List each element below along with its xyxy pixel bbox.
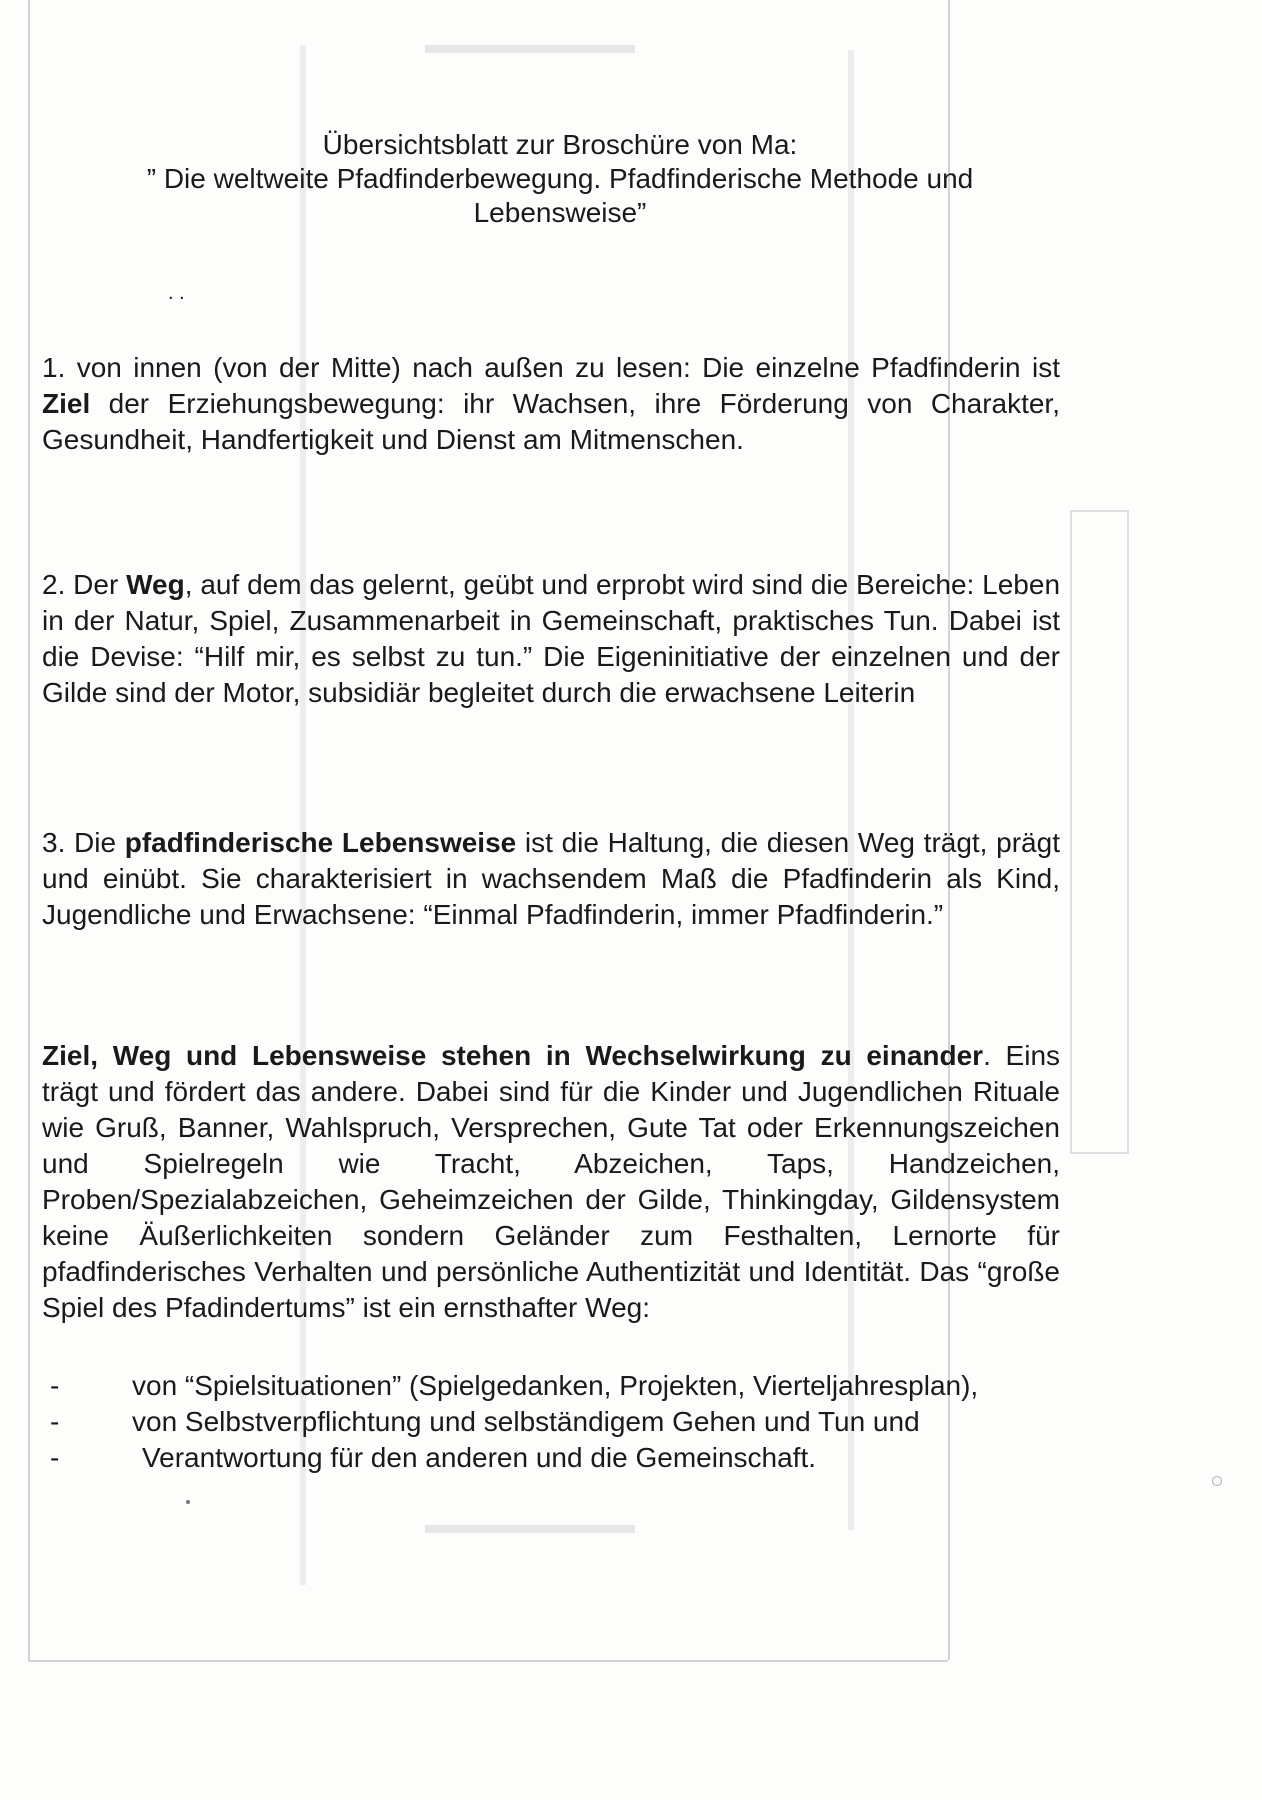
stray-mark xyxy=(1212,1476,1222,1486)
paragraph-text: . Eins trägt und fördert das andere. Dabei sind für die Kinder und Jugendlichen Rituale wie Gruß, Banner, Wahlspruch, Versprechen, Gute Tat oder Erkennungszeichen und Spielregeln wie Tracht, Abzeichen, Taps, Handzeichen, Proben/Spezialabzeichen, Geheimzeichen der Gilde, Thinkingday, Gildensystem keine Äußerlichkeiten sondern Geländer zum Festhalten, Lernorte für pfadfinderisches Verhalten und persönliche Authentizität und Identität. Das “große Spiel des Pfadindertums” ist ein ernsthafter Weg: xyxy=(42,1040,1061,1323)
paragraph-text: ist die Haltung, die diesen Weg trägt, prägt und einübt. Sie charakterisiert in wachsendem Maß die Pfadfinderin als Kind, Jugendliche und Erwachsene: “Einmal Pfadfinderin, immer Pfadfinderin.” xyxy=(42,827,1060,930)
bold-term-lebensweise: pfadfinderische Lebensweise xyxy=(124,827,517,858)
list-dash: - xyxy=(50,1406,60,1437)
title-line-1: Übersichtsblatt zur Broschüre von Ma: xyxy=(322,129,798,160)
list-item-text: von Selbstverpflichtung und selbständigem Gehen und Tun und xyxy=(132,1406,920,1437)
bold-heading-wechselwirkung: Ziel, Weg und Lebensweise stehen in Wechselwirkung zu einander xyxy=(42,1040,984,1071)
paragraph-wechselwirkung xyxy=(42,1038,1060,1326)
paragraph-text: , auf dem das gelernt, geübt und erprobt wird sind die Bereiche: Leben in der Natur, Spiel, Zusammenarbeit in Gemeinschaft, praktisches Tun. Dabei ist die Devise: “Hilf mir, es selbst zu tun.” Die Eigeninitiative der einzelnen und der Gilde sind der Motor, subsidiär begleitet durch die erwachsene Leiterin xyxy=(42,569,1061,708)
list-item-text: von “Spielsituationen” (Spielgedanken, Projekten, Vierteljahresplan), xyxy=(132,1370,979,1401)
bold-term-ziel: Ziel xyxy=(42,388,91,419)
bold-term-weg: Weg xyxy=(126,569,185,600)
paragraph-lebensweise xyxy=(42,825,1060,933)
paragraph-text: 3. Die xyxy=(42,827,125,858)
list-item-text: Verantwortung für den anderen und die Gemeinschaft. xyxy=(142,1442,816,1473)
show-through-bracket xyxy=(425,45,635,53)
fold-line xyxy=(28,0,30,1660)
paragraph-weg xyxy=(42,567,1060,711)
title-line-3: Lebensweise” xyxy=(473,197,647,228)
paragraph-text: der Erziehungsbewegung: ihr Wachsen, ihre Förderung von Charakter, Gesundheit, Handfertigkeit und Dienst am Mitmenschen. xyxy=(42,388,1060,455)
stray-dots: . . xyxy=(168,282,185,304)
document-title xyxy=(60,128,1060,230)
show-through-box xyxy=(1070,510,1129,1154)
show-through-bracket xyxy=(300,45,306,1585)
paragraph-ziel xyxy=(42,350,1060,458)
stray-mark xyxy=(186,1500,190,1504)
fold-line xyxy=(28,1660,948,1662)
paragraph-text: 1. von innen (von der Mitte) nach außen zu lesen: Die einzelne Pfadfinderin ist xyxy=(42,352,1060,383)
title-line-2: ” Die weltweite Pfadfinderbewegung. Pfadfinderische Methode und xyxy=(146,163,974,194)
list-dash: - xyxy=(50,1370,60,1401)
list-dash: - xyxy=(50,1442,60,1473)
show-through-bracket xyxy=(425,1525,635,1533)
paragraph-text: 2. Der xyxy=(42,569,127,600)
